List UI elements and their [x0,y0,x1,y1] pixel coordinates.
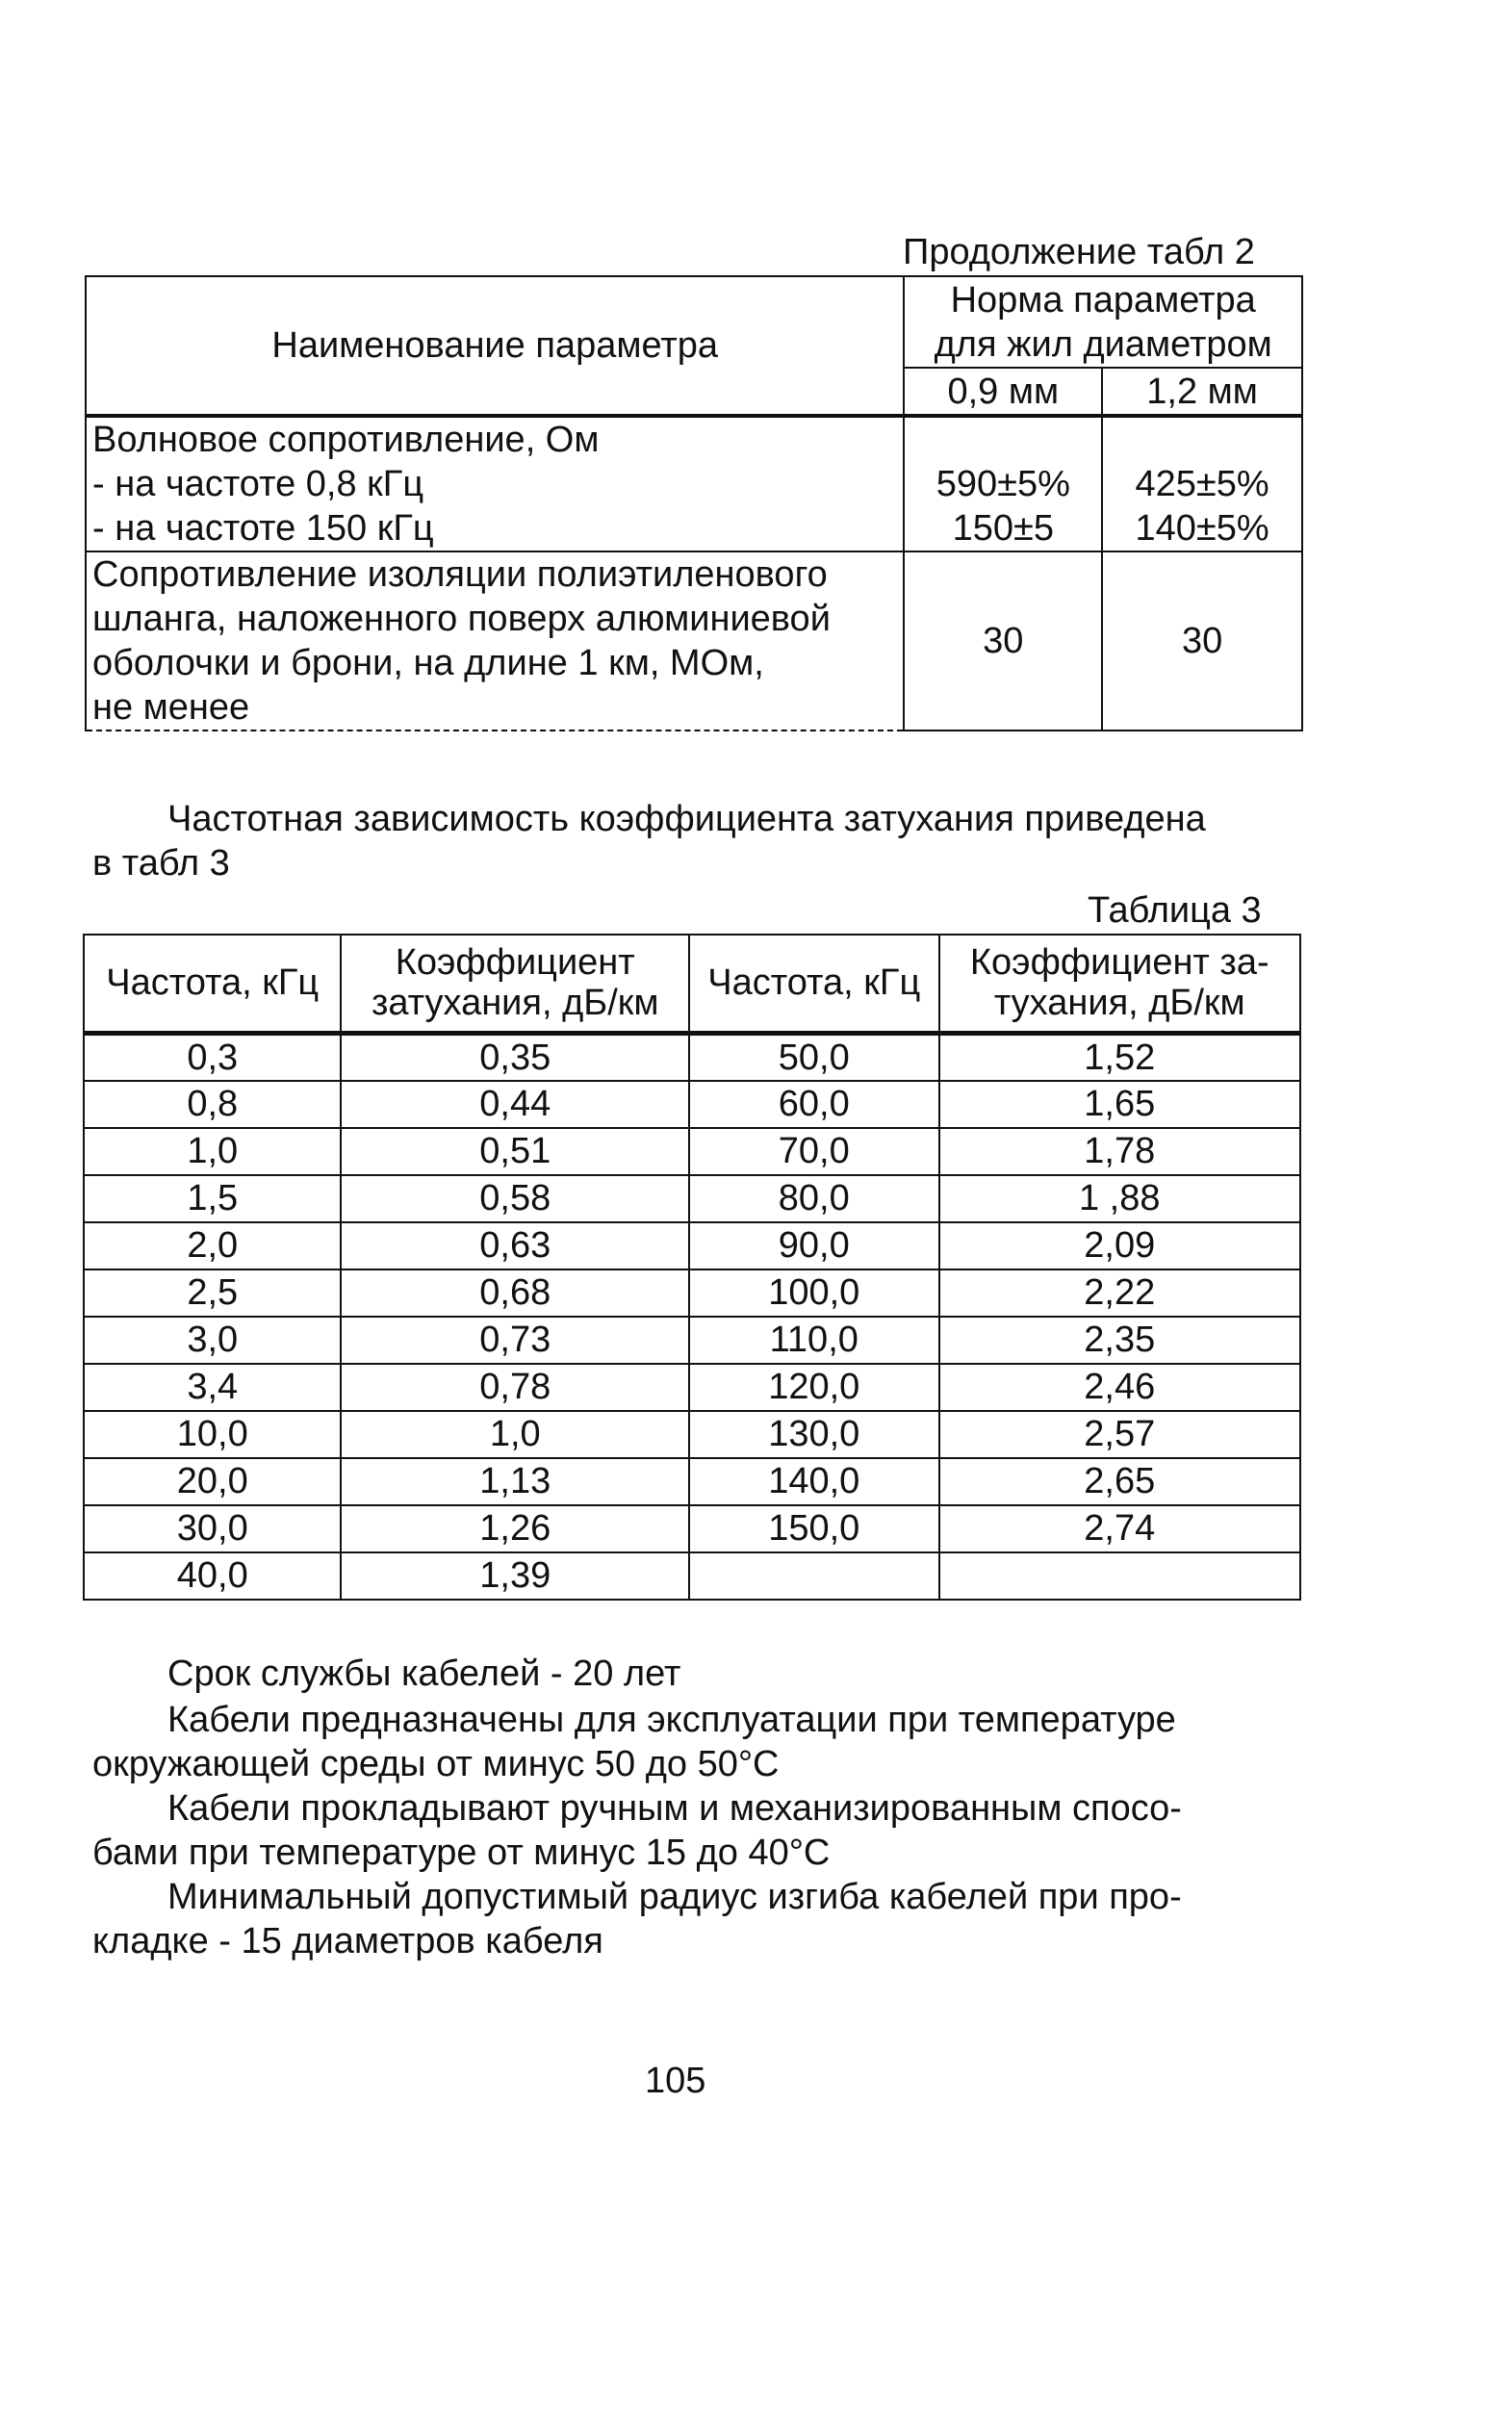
cell-coefficient-right: 1,78 [939,1128,1300,1175]
header-frequency-left: Частота, кГц [84,935,341,1033]
cell-frequency-left: 3,4 [84,1364,341,1411]
cell-coefficient-left: 0,51 [341,1128,689,1175]
cell-coefficient-left: 1,0 [341,1411,689,1458]
table-row [84,1505,1300,1552]
cell-coefficient-left: 0,78 [341,1364,689,1411]
cell-coefficient-right: 2,35 [939,1317,1300,1364]
paragraph-line: Кабели прокладывают ручным и механизированным спосо- [167,1788,1182,1829]
row1-value-d2-line: 425±5% [1135,464,1269,504]
row2-name-line: шланга, наложенного поверх алюминиевой [92,599,831,639]
table-row [84,1222,1300,1269]
table3 [83,934,1301,1601]
cell-frequency-left: 0,8 [84,1081,341,1128]
cell-frequency-left: 2,0 [84,1222,341,1269]
cell-frequency-left: 3,0 [84,1317,341,1364]
cell-coefficient-left: 0,44 [341,1081,689,1128]
paragraph-line: Срок службы кабелей - 20 лет [167,1654,681,1694]
header-norm-line2: для жил диаметром [934,323,1272,365]
cell-coefficient-right: 2,22 [939,1269,1300,1317]
row1-value-d1-line: 590±5% [935,464,1070,504]
cell-frequency-right: 90,0 [689,1222,939,1269]
header-norm [904,276,1302,368]
cell-frequency-right: 80,0 [689,1175,939,1222]
table3-body [84,1033,1300,1600]
paragraphs [92,1652,1305,1963]
cell-frequency-right: 130,0 [689,1411,939,1458]
table-row [84,1128,1300,1175]
table-row [84,1364,1300,1411]
paragraph-line: окружающей среды от минус 50 до 50°С [92,1744,780,1784]
cell-coefficient-right: 2,46 [939,1364,1300,1411]
paragraph-laying-temperature [92,1786,1305,1875]
table-row [84,1458,1300,1505]
cell-frequency-left: 2,5 [84,1269,341,1317]
cell-frequency-left: 1,5 [84,1175,341,1222]
header-diameter-1: 0,9 мм [904,368,1102,416]
row2-name-line: Сопротивление изоляции полиэтиленового [92,554,828,595]
cell-coefficient-right: 1,52 [939,1033,1300,1081]
cell-coefficient-right: 2,57 [939,1411,1300,1458]
header-coefficient-left-line: затухания, дБ/км [371,983,659,1024]
cell-frequency-right: 50,0 [689,1033,939,1081]
row1-value-d2-line: 140±5% [1135,508,1269,549]
row1-name [86,416,904,551]
cell-frequency-right: 60,0 [689,1081,939,1128]
cell-coefficient-left: 1,13 [341,1458,689,1505]
header-coefficient-left-line: Коэффициент [395,942,635,984]
row1-name-line: - на частоте 0,8 кГц [92,464,424,504]
header-coefficient-right-line: Коэффициент за- [969,942,1269,984]
row1-value-d1-line: 150±5 [952,508,1054,549]
cell-frequency-left: 1,0 [84,1128,341,1175]
cell-coefficient-left: 0,73 [341,1317,689,1364]
paragraph-line: Кабели предназначены для эксплуатации при температуре [167,1700,1176,1740]
intro-line: Частотная зависимость коэффициента затухания приведена [167,799,1206,839]
table-row [84,1411,1300,1458]
table-row [84,1317,1300,1364]
row1-value-d2 [1102,416,1302,551]
table-row [84,1175,1300,1222]
cell-coefficient-right: 1 ,88 [939,1175,1300,1222]
cell-frequency-right: 150,0 [689,1505,939,1552]
cell-frequency-left: 0,3 [84,1033,341,1081]
header-coefficient-left [341,935,689,1033]
cell-frequency-right: 120,0 [689,1364,939,1411]
page-number: 105 [645,2061,706,2101]
row2-value-d2: 30 [1102,551,1302,731]
table-row [84,1033,1300,1081]
header-diameter-2: 1,2 мм [1102,368,1302,416]
cell-frequency-left: 10,0 [84,1411,341,1458]
header-frequency-right: Частота, кГц [689,935,939,1033]
row1-value-d1 [904,416,1102,551]
table3-caption: Таблица 3 [1088,890,1262,931]
cell-frequency-right: 100,0 [689,1269,939,1317]
paragraph-line: бами при температуре от минус 15 до 40°С [92,1833,831,1873]
cell-frequency-left: 30,0 [84,1505,341,1552]
row1-name-line: - на частоте 150 кГц [92,508,434,549]
cell-coefficient-right: 1,65 [939,1081,1300,1128]
paragraph-line: кладке - 15 диаметров кабеля [92,1921,603,1961]
table-row [84,1269,1300,1317]
cell-coefficient-left: 0,58 [341,1175,689,1222]
cell-coefficient-left: 0,63 [341,1222,689,1269]
header-coefficient-right-line: тухания, дБ/км [993,983,1245,1024]
cell-frequency-right [689,1552,939,1600]
header-coefficient-right [939,935,1300,1033]
cell-coefficient-left: 1,26 [341,1505,689,1552]
cell-coefficient-left: 0,68 [341,1269,689,1317]
header-norm-line1: Норма параметра [950,279,1256,320]
cell-frequency-right: 140,0 [689,1458,939,1505]
table2-continuation-caption: Продолжение табл 2 [903,232,1255,272]
table-row [84,1552,1300,1600]
row2-name [86,551,904,731]
cell-coefficient-right [939,1552,1300,1600]
row2-name-line: не менее [92,687,250,728]
paragraph-bend-radius [92,1875,1305,1963]
header-param-name: Наименование параметра [86,276,904,416]
row2-name-line: оболочки и брони, на длине 1 км, МОм, [92,643,764,683]
cell-frequency-right: 70,0 [689,1128,939,1175]
cell-coefficient-right: 2,65 [939,1458,1300,1505]
table2 [85,275,1303,731]
cell-coefficient-left: 1,39 [341,1552,689,1600]
cell-frequency-left: 20,0 [84,1458,341,1505]
cell-coefficient-right: 2,74 [939,1505,1300,1552]
row1-name-line: Волновое сопротивление, Ом [92,420,600,460]
cell-frequency-right: 110,0 [689,1317,939,1364]
cell-coefficient-left: 0,35 [341,1033,689,1081]
intro-line: в табл 3 [92,843,230,884]
paragraph-line: Минимальный допустимый радиус изгиба кабелей при про- [167,1877,1182,1917]
intro-paragraph [92,797,1305,885]
paragraph-operating-temperature [92,1698,1305,1786]
cell-frequency-left: 40,0 [84,1552,341,1600]
table-row [84,1081,1300,1128]
cell-coefficient-right: 2,09 [939,1222,1300,1269]
paragraph-service-life [92,1652,1305,1696]
row2-value-d1: 30 [904,551,1102,731]
